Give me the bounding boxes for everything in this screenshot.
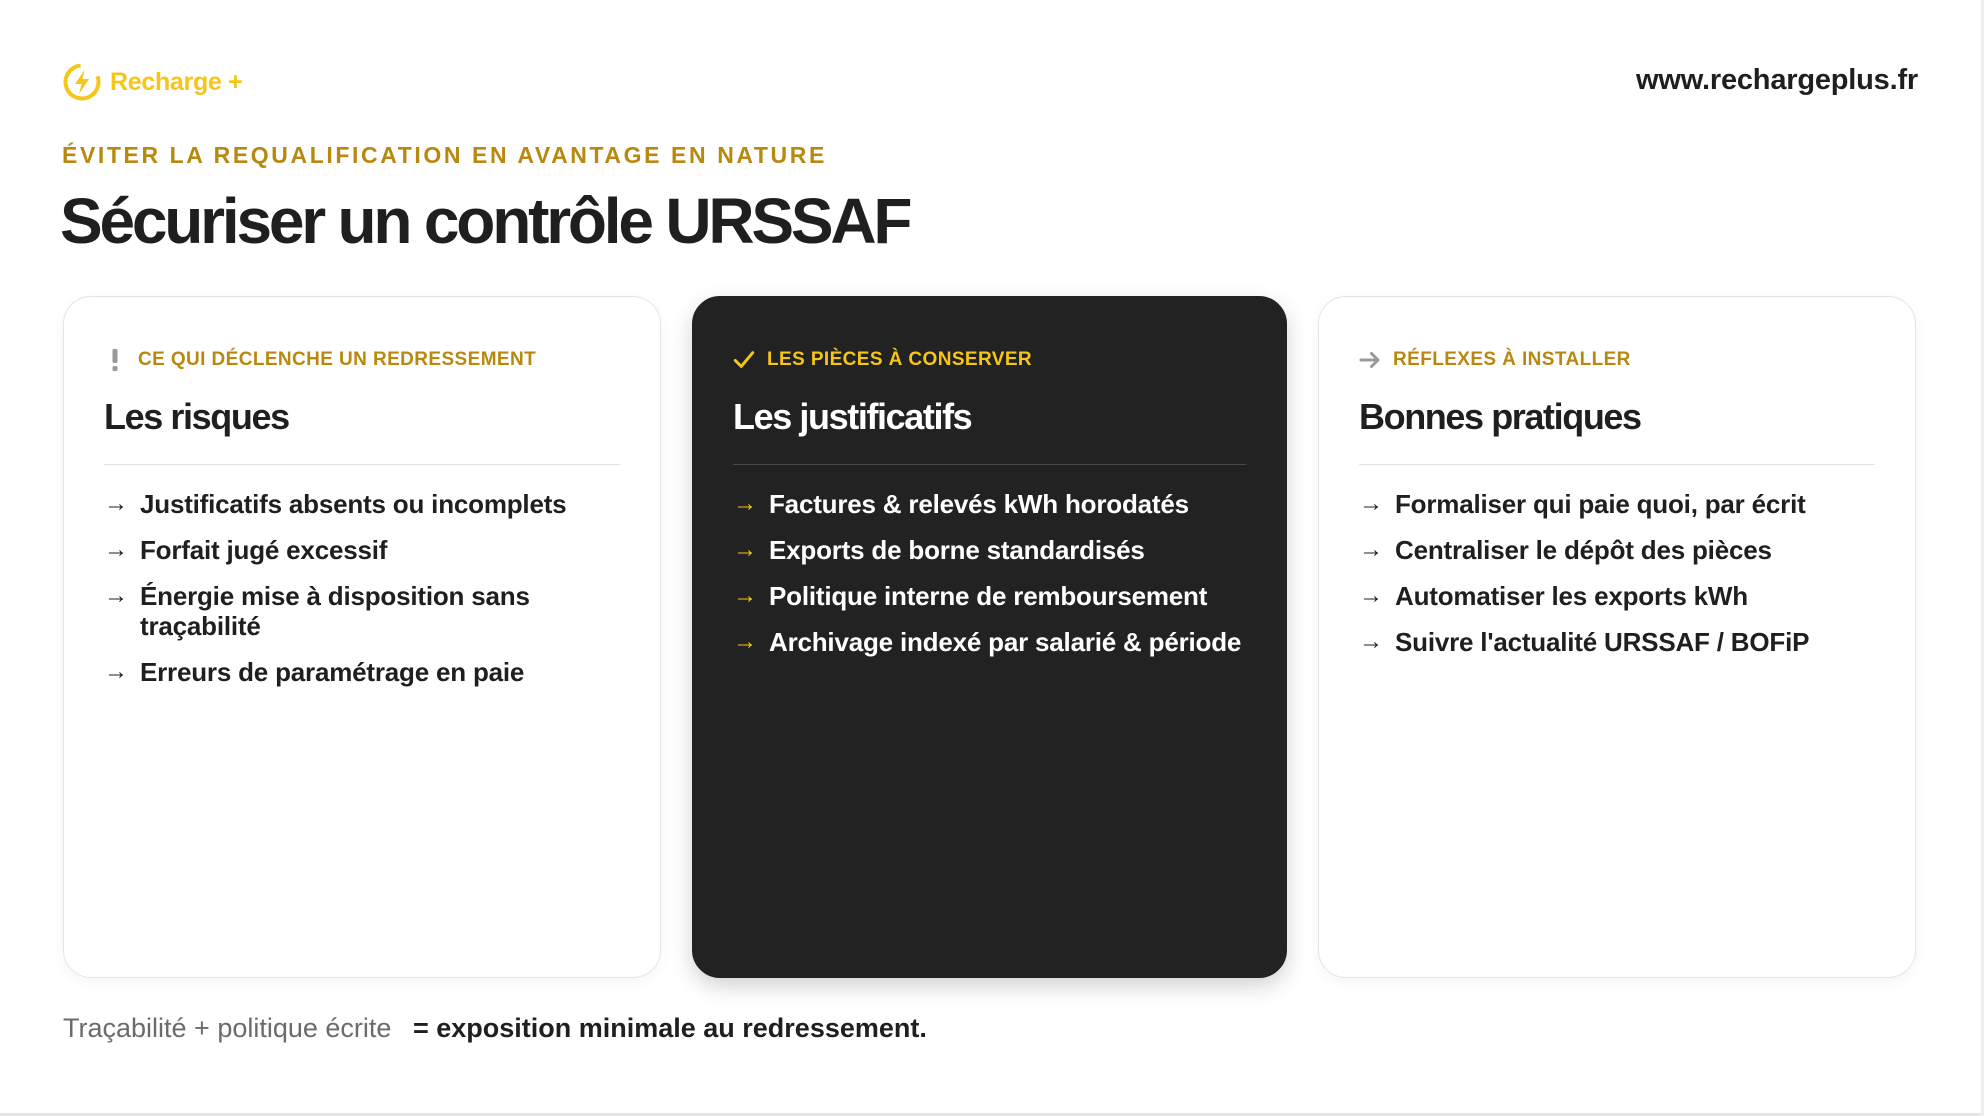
card-best-practices [1318, 296, 1916, 978]
arrow-right-icon: → [104, 582, 128, 610]
page-title: Sécuriser un contrôle URSSAF [60, 185, 910, 257]
card-documents [692, 296, 1287, 978]
arrow-right-icon: → [733, 536, 757, 564]
list-item-text: Factures & relevés kWh horodatés [769, 489, 1189, 520]
card-title: Les justificatifs [733, 395, 1246, 465]
list-item [1359, 627, 1875, 657]
card-title: Les risques [104, 395, 620, 465]
list-item-text: Formaliser qui paie quoi, par écrit [1395, 489, 1806, 520]
brand-logo[interactable] [62, 62, 243, 102]
check-icon [733, 347, 755, 373]
card-kicker-text: RÉFLEXES À INSTALLER [1393, 349, 1631, 370]
list-item [1359, 535, 1875, 565]
brand-name: Recharge + [110, 67, 243, 96]
card-title: Bonnes pratiques [1359, 395, 1875, 465]
card-risks [63, 296, 661, 978]
list-item-text: Énergie mise à disposition sans traçabilité [140, 581, 530, 642]
arrow-right-icon: → [104, 536, 128, 564]
list-item-text: Archivage indexé par salarié & période [769, 627, 1242, 658]
arrow-right-icon: → [733, 490, 757, 518]
footer-lead: Traçabilité + politique écrite [63, 1013, 392, 1043]
card-kicker-text: LES PIÈCES À CONSERVER [767, 349, 1033, 370]
list-item [104, 489, 620, 519]
footer-conclusion: = exposition minimale au redressement. [412, 1013, 927, 1043]
arrow-right-icon: → [104, 490, 128, 518]
card-kicker [104, 345, 620, 375]
arrow-right-icon: → [104, 658, 128, 686]
card-list [733, 489, 1246, 657]
arrow-right-icon: → [1359, 582, 1383, 610]
arrow-right-icon: → [733, 628, 757, 656]
card-kicker [1359, 345, 1875, 375]
list-item-text: Erreurs de paramétrage en paie [140, 657, 525, 688]
list-item-text: Automatiser les exports kWh [1395, 581, 1748, 612]
list-item-text: Politique interne de remboursement [769, 581, 1208, 612]
arrow-right-icon: → [1359, 536, 1383, 564]
list-item [1359, 581, 1875, 611]
lightning-bolt-icon [62, 62, 102, 102]
list-item [104, 581, 620, 641]
card-list [104, 489, 620, 687]
list-item [1359, 489, 1875, 519]
card-kicker [733, 345, 1246, 375]
arrow-right-icon: → [1359, 628, 1383, 656]
list-item [733, 489, 1246, 519]
card-kicker-text: CE QUI DÉCLENCHE UN REDRESSEMENT [138, 349, 537, 370]
list-item-text: Centraliser le dépôt des pièces [1395, 535, 1772, 566]
list-item [104, 657, 620, 687]
list-item [733, 535, 1246, 565]
list-item [733, 627, 1246, 657]
list-item [733, 581, 1246, 611]
exclamation-icon [104, 347, 126, 373]
card-list [1359, 489, 1875, 657]
eyebrow-subtitle: ÉVITER LA REQUALIFICATION EN AVANTAGE EN NATURE [62, 142, 827, 168]
arrow-right-icon [1359, 347, 1381, 373]
list-item-text: Suivre l'actualité URSSAF / BOFiP [1395, 627, 1810, 658]
list-item-text: Justificatifs absents ou incomplets [140, 489, 567, 520]
list-item-text: Forfait jugé excessif [140, 535, 388, 566]
website-link[interactable]: www.rechargeplus.fr [1636, 64, 1918, 96]
arrow-right-icon: → [733, 582, 757, 610]
list-item [104, 535, 620, 565]
footer-summary [63, 1012, 927, 1044]
list-item-text: Exports de borne standardisés [769, 535, 1145, 566]
arrow-right-icon: → [1359, 490, 1383, 518]
